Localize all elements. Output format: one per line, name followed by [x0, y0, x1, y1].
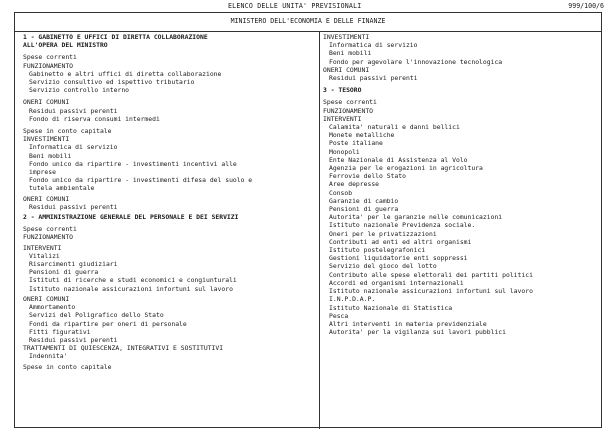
list-item: Vitalizi [29, 251, 60, 260]
list-item: Servizio del gioco del lotto [329, 262, 437, 271]
list-item: Beni mobili [329, 49, 372, 58]
list-item: Istituto postelegrafonici [329, 246, 426, 255]
group-heading: FUNZIONAMENTO [23, 233, 74, 242]
ministry-title: MINISTERO DELL'ECONOMIA E DELLE FINANZE [230, 17, 386, 25]
list-item: Gestioni liquidatorie enti soppressi [329, 254, 468, 263]
list-item: Risarcimenti giudiziari [29, 260, 118, 269]
list-item: I.N.P.D.A.P. [329, 295, 376, 304]
group-heading: INVESTIMENTI [23, 135, 70, 144]
list-item: Servizi del Poligrafico dello Stato [29, 311, 164, 320]
expense-category: Spese correnti [23, 53, 77, 62]
list-item: Residui passivi perenti [29, 335, 118, 344]
list-item: Monete metalliche [329, 131, 395, 140]
list-item: Fitti figurativi [29, 327, 91, 336]
group-heading: FUNZIONAMENTO [323, 106, 374, 115]
list-item: Residui passivi perenti [29, 106, 118, 115]
list-item-continued: imprese [29, 168, 56, 177]
list-item: Pensioni di guerra [29, 268, 99, 277]
list-item: Fondo per agevolare l'innovazione tecnologica [329, 57, 503, 66]
list-item: Fondi da ripartire per oneri di personale [29, 319, 187, 328]
group-heading: INVESTIMENTI [323, 33, 370, 41]
column-divider [319, 31, 320, 429]
list-item: Poste italiane [329, 139, 383, 148]
right-column [323, 33, 599, 336]
list-item: Fondo di riserva consumi intermedi [29, 114, 160, 123]
expense-category: Spese in conto capitale [23, 362, 112, 371]
ministry-row [15, 13, 601, 32]
list-item: Ferrovie dello Stato [329, 172, 406, 181]
group-heading: TRATTAMENTI DI QUIESCENZA, INTEGRATIVI E SOSTITUTIVI [23, 344, 224, 353]
list-item: Residui passivi perenti [29, 202, 118, 211]
list-item: Pesca [329, 311, 349, 320]
group-heading: INTERVENTI [323, 114, 362, 123]
group-heading: INTERVENTI [23, 243, 62, 252]
list-item: Beni mobili [29, 151, 72, 160]
section-title-continued: ALL'OPERA DEL MINISTRO [23, 41, 108, 50]
list-item: Garanzie di cambio [329, 196, 399, 205]
list-item: Residui passivi perenti [329, 74, 418, 83]
list-item: Agenzia per le erogazioni in agricoltura [329, 164, 483, 173]
expense-category: Spese correnti [323, 98, 377, 107]
list-item: Autorita' per le garanzie nelle comunicazioni [329, 213, 503, 222]
list-item-continued: tutela ambientale [29, 184, 95, 193]
list-item: Contributi ad enti ed altri organismi [329, 237, 472, 246]
section-title: 3 - TESORO [323, 86, 362, 95]
list-item: Servizio consultivo ed ispettivo tributario [29, 78, 195, 87]
section-title: 2 - AMMINISTRAZIONE GENERALE DEL PERSONALE E DEI SERVIZI [23, 213, 239, 222]
list-item: Autorita' per la vigilanza sui lavori pubblici [329, 328, 506, 337]
list-item: Gabinetto e altri uffici di diretta collaborazione [29, 69, 222, 78]
group-heading: FUNZIONAMENTO [23, 61, 74, 70]
section-title: 1 - GABINETTO E UFFICI DI DIRETTA COLLABORAZIONE [23, 33, 208, 41]
group-heading: ONERI COMUNI [23, 194, 70, 203]
page-header [0, 2, 610, 12]
list-item: Ente Nazionale di Assistenza al Volo [329, 155, 468, 164]
list-item: Oneri per le privatizzazioni [329, 229, 437, 238]
list-item: Istituto nazionale Previdenza sociale. [329, 221, 476, 230]
group-heading: ONERI COMUNI [23, 294, 70, 303]
list-item: Istituto Nazionale di Statistica [329, 303, 453, 312]
list-item: Altri interventi in materia previdenziale [329, 319, 487, 328]
list-item: Contributo alle spese elettorali dei partiti politici [329, 270, 533, 279]
list-item: Istituti di ricerche e studi economici e congiunturali [29, 276, 237, 285]
expense-category: Spese in conto capitale [23, 127, 112, 136]
interventi-list [323, 123, 599, 336]
list-item: Istituto nazionale assicurazioni infortuni sul lavoro [329, 287, 533, 296]
list-item: Istituto nazionale assicurazioni infortuni sul lavoro [29, 284, 233, 293]
list-item: Informatica di servizio [329, 41, 418, 50]
page-number: 999/100/6 [568, 2, 604, 10]
list-item: Indennita' [29, 352, 68, 361]
list-item: Pensioni di guerra [329, 205, 399, 214]
list-item: Fondo unico da ripartire - investimenti difesa del suolo e [29, 176, 253, 185]
group-heading: ONERI COMUNI [323, 65, 370, 74]
group-heading: ONERI COMUNI [23, 98, 70, 107]
list-item: Ammortamento [29, 303, 76, 312]
list-item: Aree depresse [329, 180, 380, 189]
left-column [23, 33, 315, 371]
list-item: Calamita' naturali e danni bellici [329, 123, 460, 132]
list-item: Monopoli [329, 147, 360, 156]
table-frame [14, 12, 602, 428]
document-title: ELENCO DELLE UNITA' PREVISIONALI [228, 2, 362, 10]
list-item: Accordi ed organismi internazionali [329, 278, 464, 287]
list-item: Servizio controllo interno [29, 86, 130, 95]
expense-category: Spese correnti [23, 225, 77, 234]
list-item: Informatica di servizio [29, 143, 118, 152]
list-item: Consob [329, 188, 353, 197]
list-item: Fondo unico da ripartire - investimenti incentivi alle [29, 159, 237, 168]
